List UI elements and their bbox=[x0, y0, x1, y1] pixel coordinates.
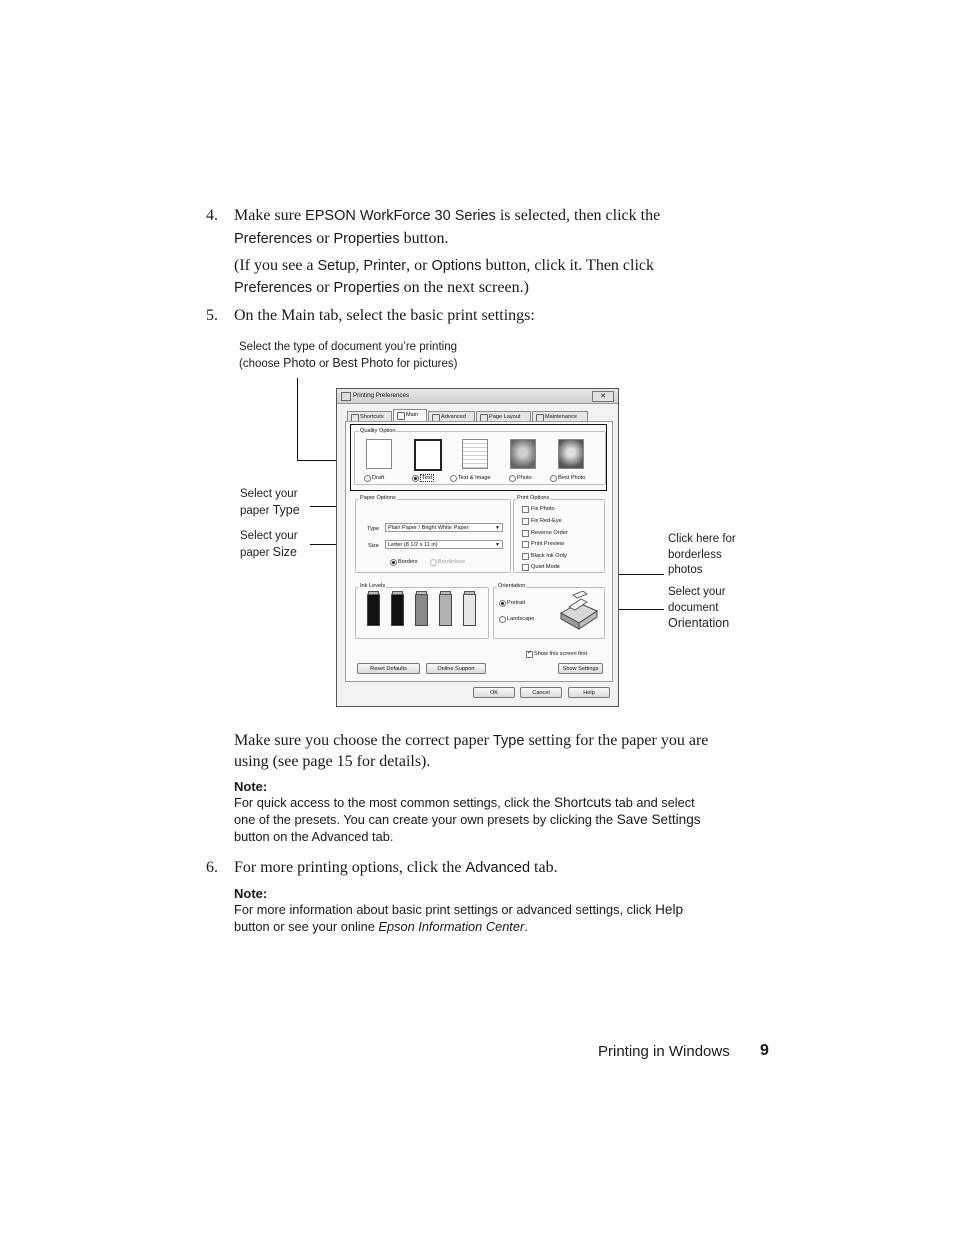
ink-cartridge-3 bbox=[415, 594, 428, 626]
note-2 bbox=[234, 886, 754, 935]
paper-options-label: Paper Options bbox=[360, 495, 396, 501]
printer-icon bbox=[341, 392, 351, 401]
ok-button[interactable]: OK bbox=[473, 687, 515, 698]
tab-main[interactable]: Main bbox=[393, 409, 427, 422]
show-screen-first-label: Show this screen first bbox=[534, 651, 588, 657]
orientation-label: Orientation bbox=[498, 583, 526, 589]
borders-label: Borders bbox=[398, 559, 418, 565]
note-2-heading: Note: bbox=[234, 886, 268, 901]
step-6-number: 6. bbox=[206, 859, 218, 876]
callout-document-type: Select the type of document you’re printing (choose Photo or Best Photo for pictures) bbox=[239, 341, 458, 370]
printer-icon bbox=[397, 412, 405, 420]
quality-label-best-photo: Best Photo bbox=[558, 475, 586, 481]
quality-label-text-image: Text & Image bbox=[458, 475, 491, 481]
dialog-title-bar bbox=[337, 389, 618, 404]
callout-paper-size: Select your paper Size bbox=[240, 530, 298, 559]
checkbox-black-ink-only[interactable] bbox=[522, 553, 529, 560]
step-4-text: Make sure EPSON WorkForce 30 Series is selected, then click the Preferences or Properties button. bbox=[234, 207, 661, 247]
tab-shortcuts[interactable]: Shortcuts bbox=[347, 411, 392, 421]
help-button[interactable]: Help bbox=[568, 687, 610, 698]
quality-label-draft: Draft bbox=[372, 475, 385, 481]
tab-page-layout[interactable]: Page Layout bbox=[476, 411, 531, 421]
quality-option-label: Quality Option bbox=[360, 428, 396, 434]
borderless-radio[interactable] bbox=[430, 559, 437, 566]
label-black-ink-only: Black Ink Only bbox=[531, 553, 567, 559]
borders-radio[interactable] bbox=[390, 559, 397, 566]
online-support-button[interactable]: Online Support bbox=[426, 663, 486, 674]
leader-line-quality-vertical bbox=[297, 378, 298, 460]
portrait-radio[interactable] bbox=[499, 600, 506, 607]
step-5-text: On the Main tab, select the basic print settings: bbox=[234, 307, 535, 324]
ink-cartridge-1 bbox=[367, 594, 380, 626]
checkbox-fix-red-eye[interactable] bbox=[522, 518, 529, 525]
callout-orientation: Select your document Orientation bbox=[668, 586, 730, 630]
paper-size-select[interactable]: Letter (8 1/2 x 11 in) ▼ bbox=[385, 540, 503, 549]
label-fix-red-eye: Fix Red-Eye bbox=[531, 518, 562, 524]
quality-label-text: Text bbox=[422, 475, 433, 481]
quality-option-highlight-box bbox=[350, 424, 607, 491]
quality-label-photo: Photo bbox=[517, 475, 532, 481]
page-number: 9 bbox=[760, 1042, 769, 1059]
checkbox-print-preview[interactable] bbox=[522, 541, 529, 548]
label-fix-photo: Fix Photo bbox=[531, 506, 555, 512]
note-1-body: For quick access to the most common settings, click the Shortcuts tab and select one of the presets. You can create your own presets by clicking the Save Settings button on the Advanced tab. bbox=[234, 795, 701, 844]
label-quiet-mode: Quiet Mode bbox=[531, 564, 560, 570]
reset-defaults-button[interactable]: Reset Defaults bbox=[357, 663, 420, 674]
close-button[interactable]: ✕ bbox=[592, 391, 614, 402]
tab-maintenance[interactable]: Maintenance bbox=[532, 411, 588, 421]
cancel-button[interactable]: Cancel bbox=[520, 687, 562, 698]
step-4-number: 4. bbox=[206, 207, 218, 224]
label-reverse-order: Reverse Order bbox=[531, 530, 568, 536]
chevron-down-icon: ▼ bbox=[495, 542, 500, 548]
print-options-label: Print Options bbox=[517, 495, 550, 501]
step-4-alternate: (If you see a Setup, Printer, or Options button, click it. Then click Preferences or Properties on the next screen.) bbox=[234, 257, 655, 296]
size-label: Size bbox=[368, 543, 379, 549]
landscape-label: Landscape bbox=[507, 616, 535, 622]
ink-levels-label: Ink Levels bbox=[360, 583, 386, 589]
type-reminder-text: Make sure you choose the correct paper Type setting for the paper you are using (see page 15 for details). bbox=[234, 732, 709, 770]
callout-paper-type: Select your paper Type bbox=[240, 488, 300, 517]
paper-type-select[interactable]: Plain Paper / Bright White Paper ▼ bbox=[385, 523, 503, 532]
checkbox-reverse-order[interactable] bbox=[522, 530, 529, 537]
note-1-heading: Note: bbox=[234, 779, 268, 794]
note-2-body: For more information about basic print settings or advanced settings, click Help button or see your online Epson Information Center. bbox=[234, 902, 684, 934]
footer-section-title: Printing in Windows bbox=[598, 1043, 730, 1060]
ink-cartridge-4 bbox=[439, 594, 452, 626]
tab-advanced[interactable]: Advanced bbox=[428, 411, 475, 421]
checkbox-fix-photo[interactable] bbox=[522, 506, 529, 513]
printer-orientation-icon bbox=[557, 591, 601, 631]
show-screen-first-checkbox[interactable] bbox=[526, 651, 533, 658]
callout-borderless: Click here for borderless photos bbox=[668, 533, 736, 576]
show-settings-button[interactable]: Show Settings bbox=[558, 663, 603, 674]
chevron-down-icon: ▼ bbox=[495, 525, 500, 531]
checkbox-quiet-mode[interactable] bbox=[522, 564, 529, 571]
type-label: Type bbox=[367, 526, 380, 532]
dialog-title: Printing Preferences bbox=[353, 392, 410, 399]
ink-cartridge-2 bbox=[391, 594, 404, 626]
portrait-label: Portrait bbox=[507, 600, 526, 606]
step-6-text: For more printing options, click the Advanced tab. bbox=[234, 859, 558, 876]
borderless-label: Borderless bbox=[438, 559, 465, 565]
note-1 bbox=[234, 779, 754, 845]
step-5-number: 5. bbox=[206, 307, 218, 324]
landscape-radio[interactable] bbox=[499, 616, 506, 623]
ink-cartridge-5 bbox=[463, 594, 476, 626]
label-print-preview: Print Preview bbox=[531, 541, 564, 547]
